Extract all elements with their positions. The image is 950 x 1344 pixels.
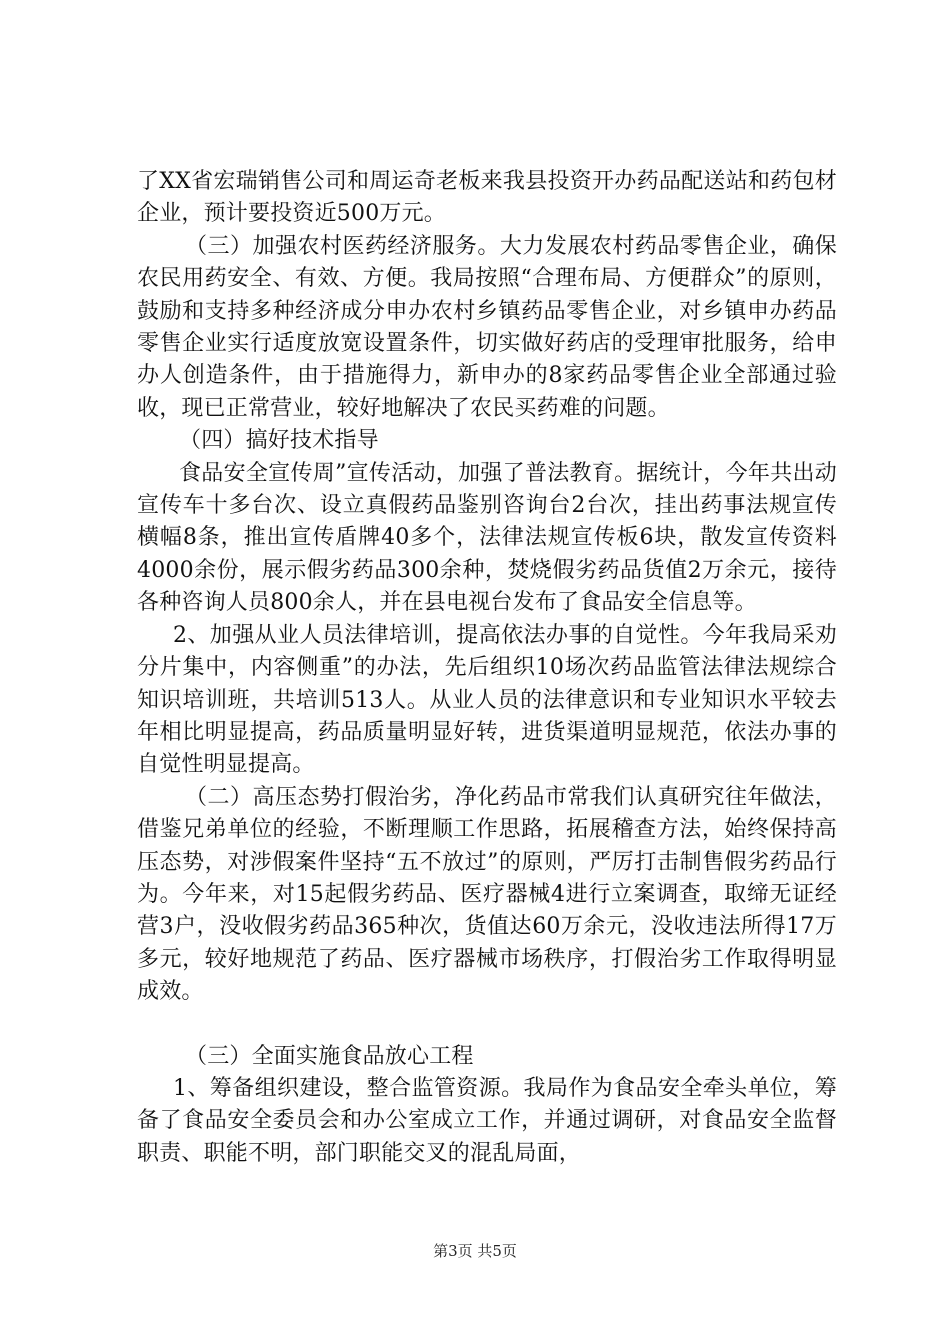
paragraph-legal-training: 2、加强从业人员法律培训，提高依法办事的自觉性。今年我局采劝分片集中，内容侧重”的办法，先后组织10场次药品监管法律法规综合知识培训班，共培训513人。从业人员的法律意识和专业知识水平较去年相比明显提高，药品质量明显好转，进货渠道明显规范，依法办事的自觉性明显提高。 [137,622,837,778]
paragraph-anti-counterfeit: （二）高压态势打假治劣，净化药品市常我们认真研究往年做法，借鉴兄弟单位的经验，不断理顺工作思路，拓展稽查方法，始终保持高压态势，对涉假案件坚持“五不放过”的原则，严厉打击制售假劣药品行为。今年来，对15起假劣药品、医疗器械4进行立案调查，取缔无证经营3户，没收假劣药品365种次，货值达60万余元，没收违法所得17万多元，较好地规范了药品、医疗器械市场秩序，打假治劣工作取得明显成效。 [137,784,837,1005]
paragraph-rural-pharma-service: （三）加强农村医药经济服务。大力发展农村药品零售企业，确保农民用药安全、有效、方便。我局按照“合理布局、方便群众”的原则，鼓励和支持多种经济成分申办农村乡镇药品零售企业，对乡镇申办药品零售企业实行适度放宽设置条件，切实做好药店的受理审批服务，给申办人创造条件，由于措施得力，新申办的8家药品零售企业全部通过验收，现已正常营业，较好地解决了农民买药难的问题。 [137,233,837,421]
document-body [137,166,837,1170]
paragraph-organization-building: 1、筹备组织建设，整合监管资源。我局作为食品安全牵头单位，筹备了食品安全委员会和办公室成立工作，并通过调研，对食品安全监督职责、职能不明，部门职能交叉的混乱局面， [137,1075,837,1166]
heading-food-safety-project: （三）全面实施食品放心工程 [185,1043,474,1069]
page-number-footer: 第3页 共5页 [433,1242,517,1260]
paragraph-investment-continued: 了XX省宏瑞销售公司和周运奇老板来我县投资开办药品配送站和药包材企业，预计要投资近500万元。 [137,169,837,227]
heading-technical-guidance: （四）搞好技术指导 [179,428,379,454]
paragraph-food-safety-publicity: 食品安全宣传周”宣传活动，加强了普法教育。据统计，今年共出动宣传车十多台次、设立真假药品鉴别咨询台2台次，挂出药事法规宣传横幅8条，推出宣传盾牌40多个，法律法规宣传板6块，散发宣传资料4000余份，展示假劣药品300余种，焚烧假劣药品货值2万余元，接待各种咨询人员800余人，并在县电视台发布了食品安全信息等。 [137,460,837,616]
paragraph-spacer [137,1009,837,1041]
